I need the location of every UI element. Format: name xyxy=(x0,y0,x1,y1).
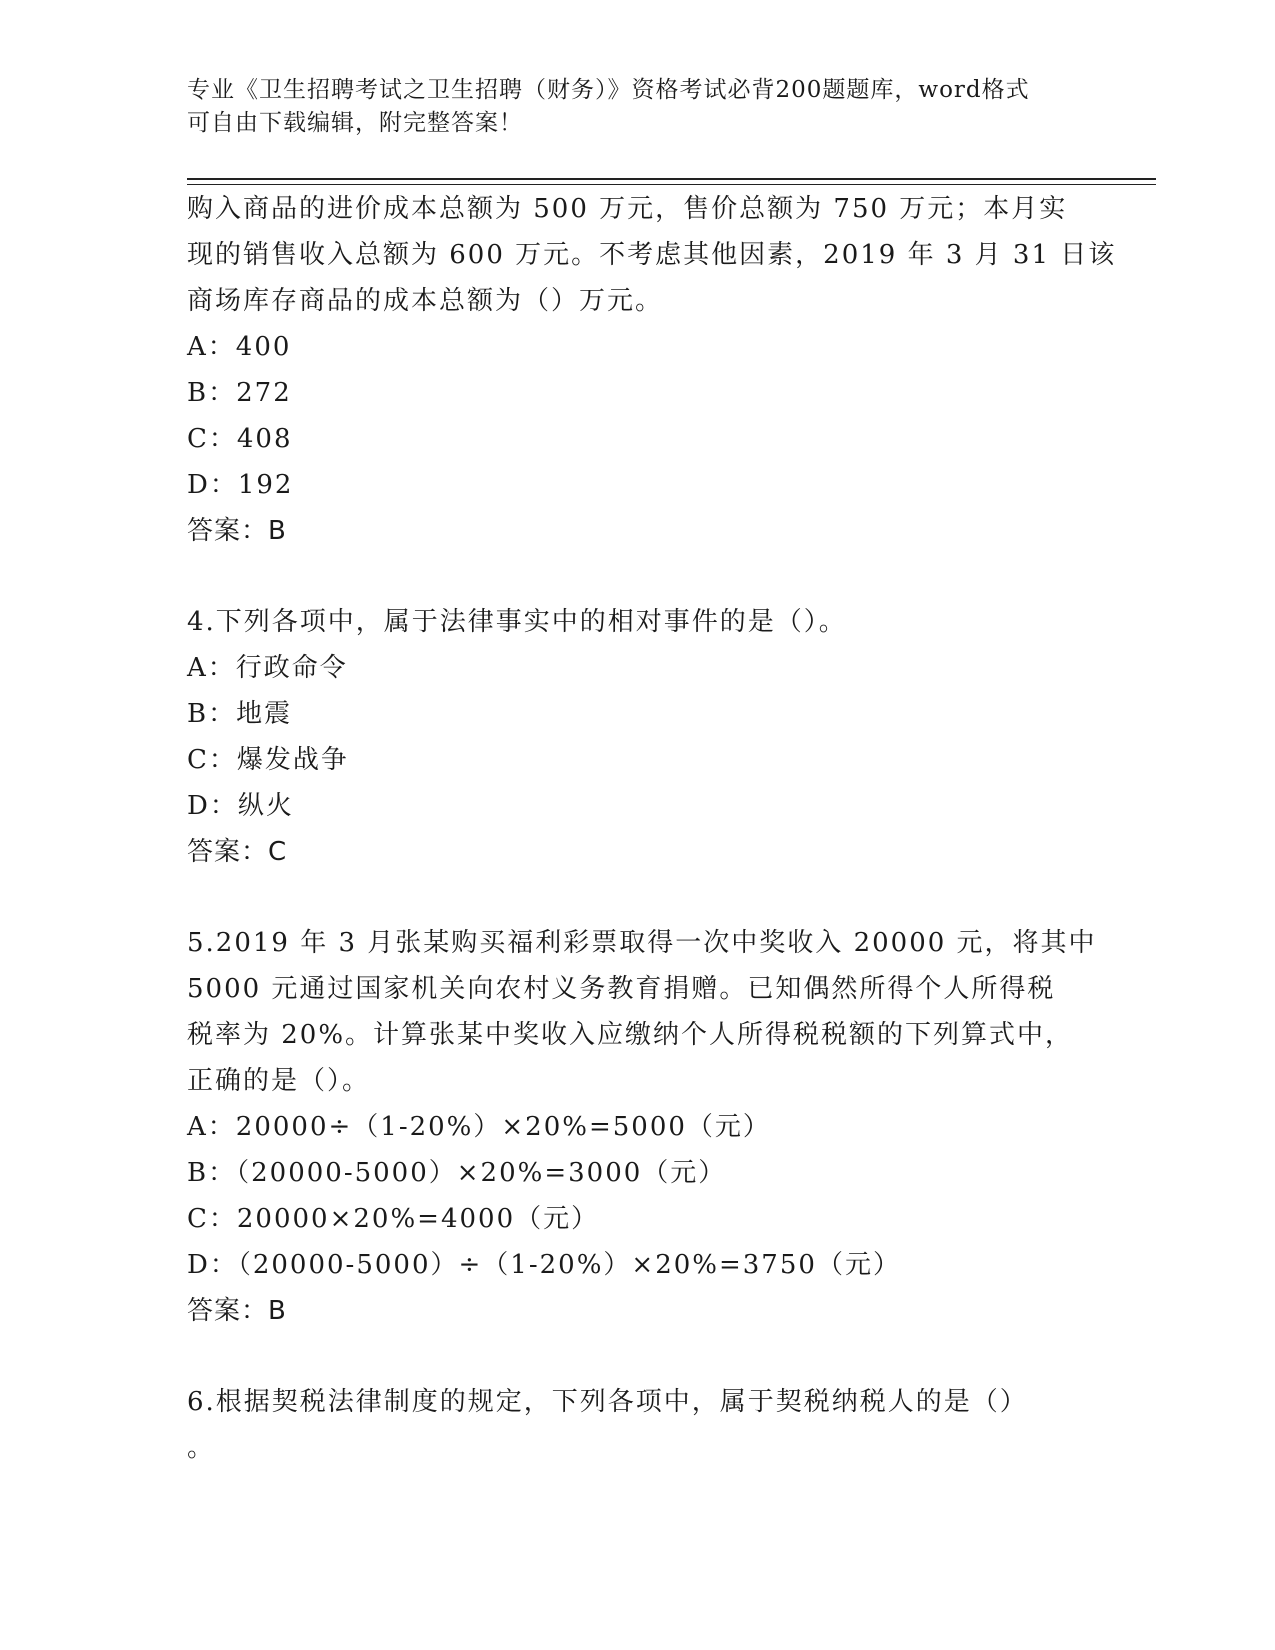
option-c: C：爆发战争 xyxy=(187,745,349,775)
question-3 xyxy=(187,186,1117,554)
spacer xyxy=(187,875,1087,920)
question-4 xyxy=(187,599,1087,875)
spacer xyxy=(187,1334,1087,1379)
spacer xyxy=(187,554,1087,599)
header-title-line-1: 专业《卫生招聘考试之卫生招聘（财务）》资格考试必背200题题库，word格式 xyxy=(187,77,1030,103)
option-a: A：行政命令 xyxy=(187,653,348,683)
option-b: B：272 xyxy=(187,378,292,408)
option-a: A：400 xyxy=(187,332,292,362)
option-d: D：纵火 xyxy=(187,791,294,821)
question-stem-line: 税率为 20%。计算张某中奖收入应缴纳个人所得税税额的下列算式中， xyxy=(187,1020,1074,1050)
question-list xyxy=(187,186,1117,1471)
question-stem-line: 5000 元通过国家机关向农村义务教育捐赠。已知偶然所得个人所得税 xyxy=(187,974,1056,1004)
document-header xyxy=(187,74,1067,140)
header-divider-thin xyxy=(187,184,1156,185)
header-title-line-2: 可自由下载编辑，附完整答案！ xyxy=(187,110,523,136)
question-stem-line: 现的销售收入总额为 600 万元。不考虑其他因素，2019 年 3 月 31 日该 xyxy=(187,240,1117,270)
option-c: C：408 xyxy=(187,424,293,454)
question-stem-line: 正确的是（）。 xyxy=(187,1066,371,1096)
option-c: C：20000×20%=4000（元） xyxy=(187,1204,600,1234)
option-d: D：（20000-5000）÷（1-20%）×20%=3750（元） xyxy=(187,1250,901,1280)
question-stem-line: 5.2019 年 3 月张某购买福利彩票取得一次中奖收入 20000 元，将其中 xyxy=(187,928,1097,958)
question-stem-line: 购入商品的进价成本总额为 500 万元，售价总额为 750 万元；本月实 xyxy=(187,194,1068,224)
question-stem-line: 4.下列各项中，属于法律事实中的相对事件的是（）。 xyxy=(187,607,847,637)
question-stem-line: 。 xyxy=(187,1433,216,1463)
question-stem-line: 6.根据契税法律制度的规定，下列各项中，属于契税纳税人的是（） xyxy=(187,1387,1028,1417)
answer-label: 答案：B xyxy=(187,1296,287,1326)
answer-label: 答案：B xyxy=(187,516,287,546)
question-5 xyxy=(187,920,1097,1334)
option-a: A：20000÷（1-20%）×20%=5000（元） xyxy=(187,1112,771,1142)
question-6 xyxy=(187,1379,1087,1471)
answer-label: 答案：C xyxy=(187,837,288,867)
question-stem-line: 商场库存商品的成本总额为（）万元。 xyxy=(187,286,664,316)
header-divider-thick xyxy=(187,178,1156,180)
option-b: B：（20000-5000）×20%=3000（元） xyxy=(187,1158,727,1188)
option-b: B：地震 xyxy=(187,699,293,729)
option-d: D：192 xyxy=(187,470,294,500)
